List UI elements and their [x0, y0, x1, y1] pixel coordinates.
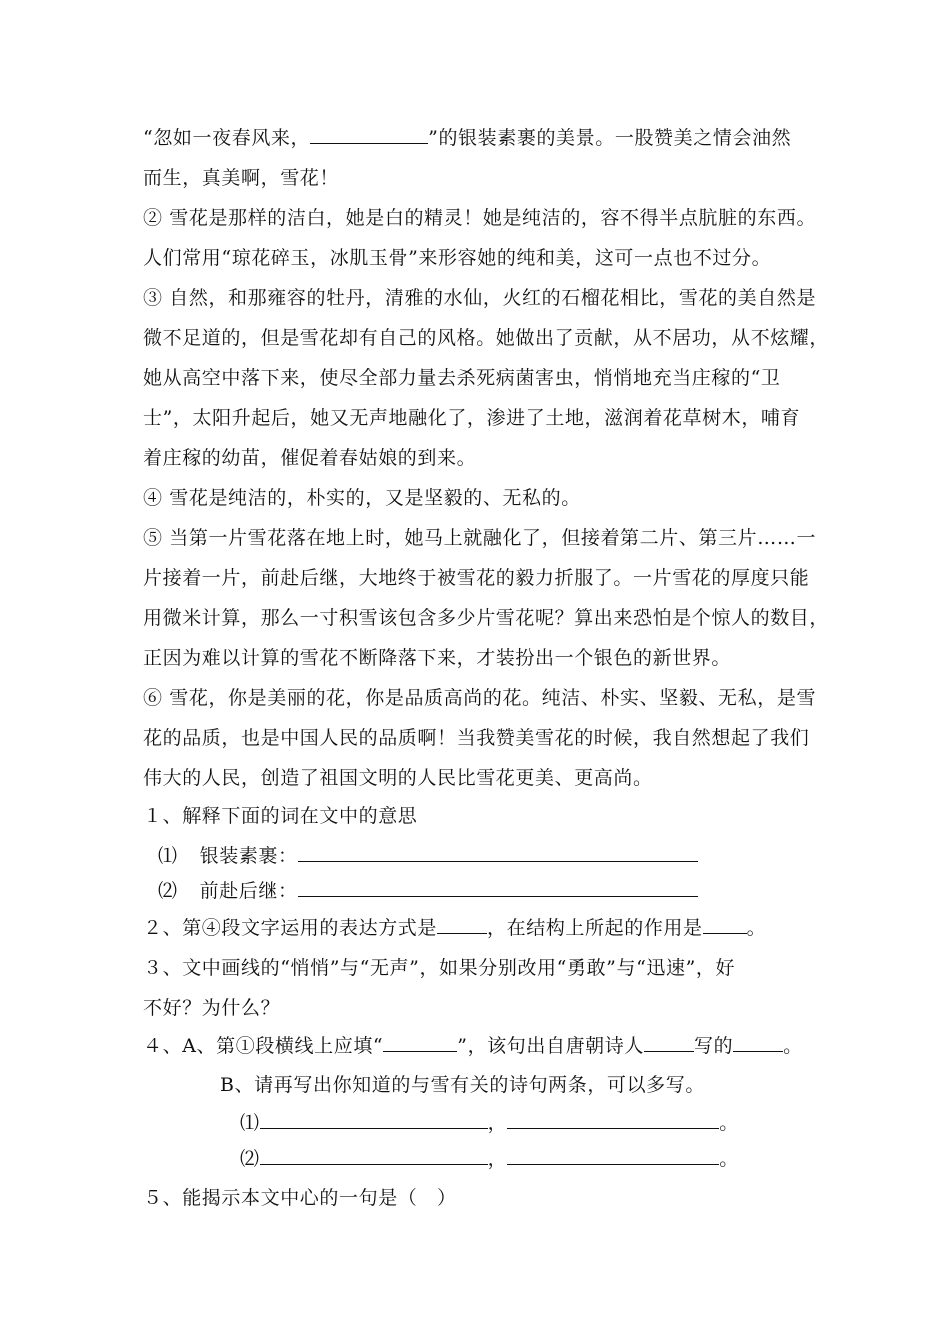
- question-3-line2: 不好？为什么？: [143, 997, 281, 1019]
- question-2: ２、第④段文字运用的表达方式是 ，在结构上所起的作用是 。: [143, 917, 767, 939]
- passage-line: 伟大的人民，创造了祖国文明的人民比雪花更美、更高尚。: [143, 767, 653, 789]
- passage-line: 微不足道的，但是雪花却有自己的风格。她做出了贡献，从不居功，从不炫耀，: [143, 327, 830, 349]
- question-3: ３、文中画线的“悄悄”与“无声”，如果分别改用“勇敢”与“迅速”，好: [143, 957, 736, 979]
- passage-line: 着庄稼的幼苗，催促着春姑娘的到来。: [143, 447, 477, 469]
- passage-paragraph-5: ⑤ 当第一片雪花落在地上时，她马上就融化了，但接着第二片、第三片……一: [143, 527, 817, 549]
- answer-blank[interactable]: [437, 915, 487, 934]
- answer-blank[interactable]: [383, 1033, 457, 1052]
- answer-blank[interactable]: [260, 1146, 488, 1165]
- passage-line: 士”，太阳升起后，她又无声地融化了，渗进了土地，滋润着花草树木，哺育: [143, 407, 801, 429]
- passage-line: “忽如一夜春风来， ”的银装素裹的美景。一股赞美之情会油然: [143, 127, 792, 149]
- question-5: ５、能揭示本文中心的一句是（ ）: [143, 1187, 457, 1209]
- fill-blank[interactable]: [310, 125, 428, 144]
- poem-line-1: ⑴ ， 。: [240, 1112, 739, 1134]
- answer-blank[interactable]: [298, 843, 698, 862]
- passage-line: 片接着一片，前赴后继，大地终于被雪花的毅力折服了。一片雪花的厚度只能: [143, 567, 810, 589]
- poem-line-2: ⑵ ， 。: [240, 1148, 739, 1170]
- passage-paragraph-3: ③ 自然，和那雍容的牡丹，清雅的水仙，火红的石榴花相比，雪花的美自然是: [143, 287, 817, 309]
- passage-paragraph-6: ⑥ 雪花，你是美丽的花，你是品质高尚的花。纯洁、朴实、坚毅、无私，是雪: [143, 687, 817, 709]
- answer-blank[interactable]: [733, 1033, 783, 1052]
- answer-blank[interactable]: [507, 1110, 719, 1129]
- answer-blank[interactable]: [703, 915, 747, 934]
- passage-line: 正因为难以计算的雪花不断降落下来，才装扮出一个银色的新世界。: [143, 647, 732, 669]
- question-4a: ４、A、第①段横线上应填“ ”，该句出自唐朝诗人 写的 。: [143, 1035, 803, 1057]
- question-1a: ⑴ 银装素裹：: [158, 843, 838, 869]
- passage-line: 用微米计算，那么一寸积雪该包含多少片雪花呢？算出来恐怕是个惊人的数目，: [143, 607, 830, 629]
- passage-line: 花的品质，也是中国人民的品质啊！当我赞美雪花的时候，我自然想起了我们: [143, 727, 810, 749]
- passage-line: 而生，真美啊，雪花！: [143, 167, 340, 189]
- answer-blank[interactable]: [507, 1146, 719, 1165]
- answer-blank[interactable]: [644, 1033, 694, 1052]
- question-1b: ⑵ 前赴后继：: [158, 878, 838, 904]
- passage-paragraph-4: ④ 雪花是纯洁的，朴实的，又是坚毅的、无私的。: [143, 487, 581, 509]
- passage-line: 她从高空中落下来，使尽全部力量去杀死病菌害虫，悄悄地充当庄稼的“卫: [143, 367, 781, 389]
- answer-blank[interactable]: [298, 878, 698, 897]
- answer-blank[interactable]: [260, 1110, 488, 1129]
- question-4b: B、请再写出你知道的与雪有关的诗句两条，可以多写。: [220, 1074, 705, 1096]
- passage-line: 人们常用“琼花碎玉，冰肌玉骨”来形容她的纯和美，这可一点也不过分。: [143, 247, 772, 269]
- question-1-title: １、解释下面的词在文中的意思: [143, 805, 418, 827]
- passage-paragraph-2: ② 雪花是那样的洁白，她是白的精灵！她是纯洁的，容不得半点肮脏的东西。: [143, 207, 817, 229]
